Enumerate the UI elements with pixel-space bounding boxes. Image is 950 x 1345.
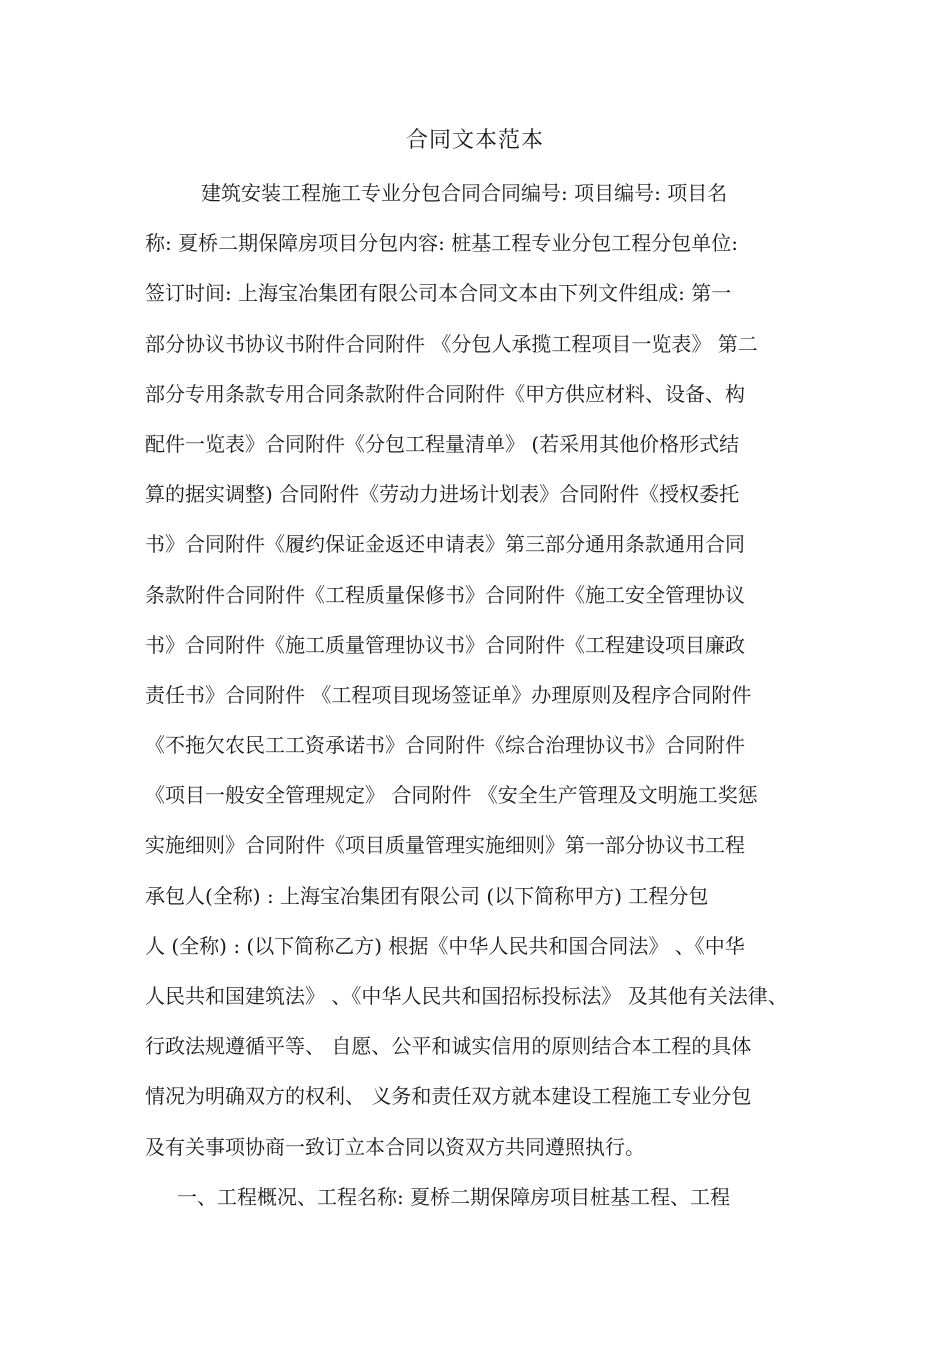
body-line: 人 (全称) : (以下简称乙方) 根据《中华人民共和国合同法》 、《中华 <box>145 933 745 958</box>
body-line: 部分专用条款专用合同条款附件合同附件《甲方供应材料、设备、构 <box>145 381 745 406</box>
body-line: 书》合同附件《施工质量管理协议书》合同附件《工程建设项目廉政 <box>145 632 745 657</box>
body-line: 算的据实调整) 合同附件《劳动力进场计划表》合同附件《授权委托 <box>145 482 740 507</box>
body-line: 《不拖欠农民工工资承诺书》合同附件《综合治理协议书》合同附件 <box>145 733 745 758</box>
body-line: 实施细则》合同附件《项目质量管理实施细则》第一部分协议书工程 <box>145 833 745 858</box>
body-line: 书》合同附件《履约保证金返还申请表》第三部分通用条款通用合同 <box>145 532 745 557</box>
section-heading-line: 一、工程概况、工程名称: 夏桥二期保障房项目桩基工程、工程 <box>177 1184 731 1209</box>
body-line: 行政法规遵循平等、 自愿、公平和诚实信用的原则结合本工程的具体 <box>145 1034 752 1059</box>
document-title: 合同文本范本 <box>405 128 544 153</box>
body-line: 建筑安装工程施工专业分包合同合同编号: 项目编号: 项目名 <box>201 181 728 205</box>
document-body <box>145 175 810 1229</box>
body-line: 签订时间: 上海宝冶集团有限公司本合同文本由下列文件组成: 第一 <box>145 281 732 306</box>
body-line: 承包人(全称) : 上海宝冶集团有限公司 (以下简称甲方) 工程分包 <box>145 883 709 908</box>
body-line: 部分协议书协议书附件合同附件 《分包人承揽工程项目一览表》 第二 <box>145 331 758 356</box>
body-line: 《项目一般安全管理规定》 合同附件 《安全生产管理及文明施工奖惩 <box>145 783 758 808</box>
body-line: 及有关事项协商一致订立本合同以资双方共同遵照执行。 <box>145 1134 645 1159</box>
body-line: 配件一览表》合同附件《分包工程量清单》 (若采用其他价格形式结 <box>145 431 740 456</box>
body-line: 称: 夏桥二期保障房项目分包内容: 桩基工程专业分包工程分包单位: <box>145 231 738 256</box>
body-line: 情况为明确双方的权利、 义务和责任双方就本建设工程施工专业分包 <box>145 1084 752 1109</box>
body-line: 条款附件合同附件《工程质量保修书》合同附件《施工安全管理协议 <box>145 582 745 607</box>
body-line: 人民共和国建筑法》 、《中华人民共和国招标投标法》 及其他有关法律、 <box>145 984 788 1008</box>
body-line: 责任书》合同附件 《工程项目现场签证单》办理原则及程序合同附件 <box>145 682 752 707</box>
